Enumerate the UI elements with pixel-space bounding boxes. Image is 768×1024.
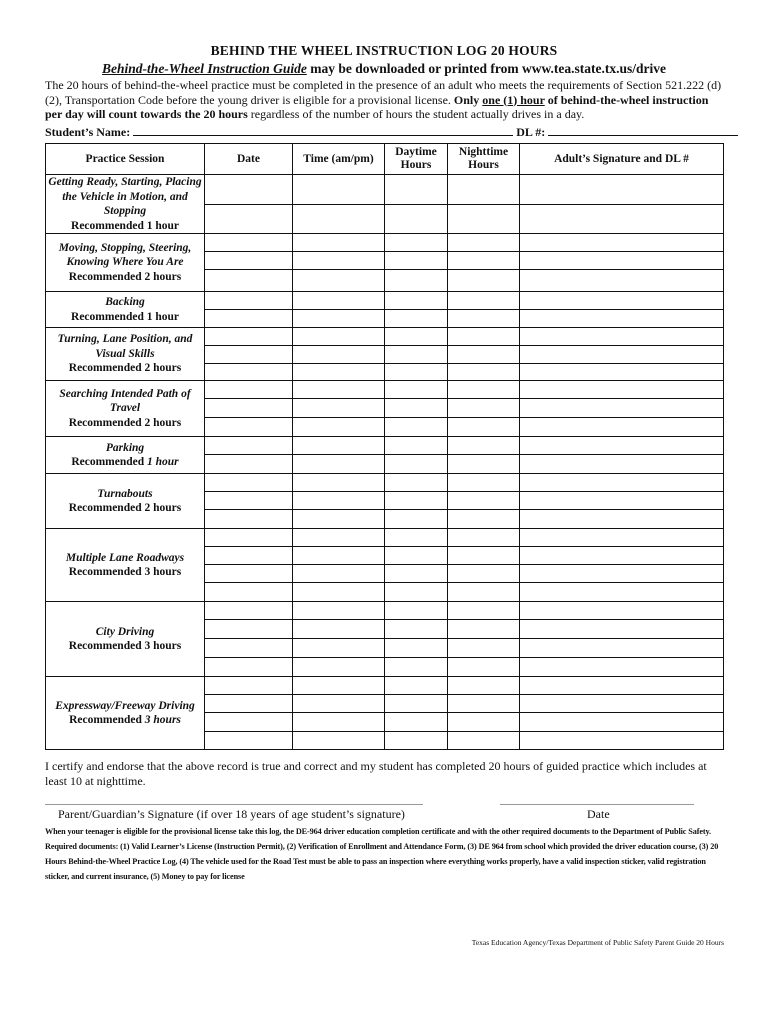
practice-session-cell [46, 175, 205, 234]
date-label: Date [587, 807, 610, 821]
recommendation-hours: 1 hour [147, 456, 179, 468]
practice-session-cell [46, 602, 205, 677]
adult-signature-entry-cell[interactable] [520, 346, 724, 364]
time-entry-cell[interactable] [293, 234, 385, 252]
intro-bold-underline: one (1) hour [482, 92, 545, 107]
page-footer: Texas Education Agency/Texas Department of Public Safety Parent Guide 20 Hours [471, 938, 724, 947]
student-name-label: Student’s Name: [45, 125, 131, 139]
daytime-hours-entry-cell[interactable] [385, 492, 448, 510]
daytime-hours-entry-cell[interactable] [385, 565, 448, 583]
date-entry-cell[interactable] [205, 677, 293, 695]
nighttime-hours-entry-cell[interactable] [448, 418, 520, 437]
daytime-hours-entry-cell[interactable] [385, 713, 448, 732]
nighttime-hours-entry-cell[interactable] [448, 639, 520, 658]
date-entry-cell[interactable] [205, 639, 293, 658]
instruction-log-table [45, 143, 724, 750]
daytime-hours-entry-cell[interactable] [385, 474, 448, 492]
subtitle-rest: may be downloaded or printed from www.tea.state.tx.us/drive [306, 61, 666, 76]
adult-signature-entry-cell[interactable] [520, 547, 724, 565]
time-entry-cell[interactable] [293, 492, 385, 510]
adult-signature-entry-cell[interactable] [520, 492, 724, 510]
date-signature-line[interactable] [500, 804, 694, 805]
date-entry-cell[interactable] [205, 364, 293, 381]
intro-paragraph [45, 78, 725, 122]
daytime-hours-entry-cell[interactable] [385, 364, 448, 381]
nighttime-hours-entry-cell[interactable] [448, 437, 520, 455]
time-entry-cell[interactable] [293, 270, 385, 292]
daytime-hours-entry-cell[interactable] [385, 292, 448, 310]
adult-signature-entry-cell[interactable] [520, 310, 724, 328]
adult-signature-entry-cell[interactable] [520, 658, 724, 677]
nighttime-hours-entry-cell[interactable] [448, 270, 520, 292]
dl-label: DL #: [516, 125, 546, 139]
adult-signature-entry-cell[interactable] [520, 399, 724, 418]
daytime-hours-entry-cell[interactable] [385, 252, 448, 270]
recommendation-prefix: Recommended [71, 456, 148, 468]
adult-signature-entry-cell[interactable] [520, 381, 724, 399]
student-name-row [45, 124, 725, 140]
time-entry-cell[interactable] [293, 204, 385, 234]
nighttime-hours-entry-cell[interactable] [448, 602, 520, 620]
practice-session-cell [46, 437, 205, 474]
header-date: Date [205, 144, 293, 175]
nighttime-hours-entry-cell[interactable] [448, 310, 520, 328]
intro-text-1: The 20 hours of behind-the-wheel practice must be completed in the presence of an adult who meets the requirements of Section 521.222 (d)(2), Transportation Code before the young driver is eligible for a provisional license. [45, 78, 722, 107]
nighttime-hours-entry-cell[interactable] [448, 677, 520, 695]
student-name-field[interactable] [133, 124, 513, 136]
daytime-hours-entry-cell[interactable] [385, 677, 448, 695]
adult-signature-entry-cell[interactable] [520, 292, 724, 310]
recommendation-prefix: Recommended [69, 714, 145, 726]
daytime-hours-entry-cell[interactable] [385, 455, 448, 474]
daytime-hours-entry-cell[interactable] [385, 270, 448, 292]
intro-bold-2: of behind-the-wheel instruction per day will count towards the 20 hours [45, 92, 709, 121]
date-entry-cell[interactable] [205, 695, 293, 713]
adult-signature-entry-cell[interactable] [520, 510, 724, 529]
daytime-hours-entry-cell[interactable] [385, 437, 448, 455]
header-time: Time (am/pm) [293, 144, 385, 175]
date-entry-cell[interactable] [205, 732, 293, 750]
date-entry-cell[interactable] [205, 602, 293, 620]
daytime-hours-entry-cell[interactable] [385, 583, 448, 602]
time-entry-cell[interactable] [293, 639, 385, 658]
daytime-hours-entry-cell[interactable] [385, 620, 448, 639]
time-entry-cell[interactable] [293, 455, 385, 474]
session-recommendation: Recommended 2 hours [68, 270, 182, 283]
adult-signature-entry-cell[interactable] [520, 455, 724, 474]
session-recommendation: Recommended 2 hours [68, 362, 182, 375]
adult-signature-entry-cell[interactable] [520, 234, 724, 252]
date-entry-cell[interactable] [205, 381, 293, 399]
nighttime-hours-entry-cell[interactable] [448, 399, 520, 418]
nighttime-hours-entry-cell[interactable] [448, 529, 520, 547]
time-entry-cell[interactable] [293, 547, 385, 565]
time-entry-cell[interactable] [293, 328, 385, 346]
date-entry-cell[interactable] [205, 547, 293, 565]
table-row [46, 474, 724, 492]
table-row [46, 677, 724, 695]
adult-signature-entry-cell[interactable] [520, 583, 724, 602]
nighttime-hours-entry-cell[interactable] [448, 292, 520, 310]
header-practice-session: Practice Session [46, 144, 205, 175]
practice-session-cell [46, 381, 205, 437]
table-row [46, 529, 724, 547]
time-entry-cell[interactable] [293, 510, 385, 529]
time-entry-cell[interactable] [293, 418, 385, 437]
practice-session-cell [46, 474, 205, 529]
log-table-body [46, 175, 724, 750]
daytime-hours-entry-cell[interactable] [385, 175, 448, 205]
adult-signature-entry-cell[interactable] [520, 732, 724, 750]
date-entry-cell[interactable] [205, 175, 293, 205]
table-row [46, 292, 724, 310]
certification-statement: I certify and endorse that the above record is true and correct and my student has completed 20 hours of guided practice which includes at least 10 at nighttime. [45, 759, 707, 788]
nighttime-hours-entry-cell[interactable] [448, 492, 520, 510]
practice-session-cell [46, 234, 205, 292]
session-name: Getting Ready, Starting, Placing the Vehicle in Motion, and Stopping [48, 176, 202, 217]
date-entry-cell[interactable] [205, 583, 293, 602]
time-entry-cell[interactable] [293, 346, 385, 364]
daytime-hours-entry-cell[interactable] [385, 529, 448, 547]
header-adult-signature: Adult’s Signature and DL # [520, 144, 724, 175]
nighttime-hours-entry-cell[interactable] [448, 474, 520, 492]
adult-signature-entry-cell[interactable] [520, 695, 724, 713]
date-entry-cell[interactable] [205, 399, 293, 418]
table-row [46, 602, 724, 620]
time-entry-cell[interactable] [293, 583, 385, 602]
guide-link-text: Behind-the-Wheel Instruction Guide [102, 61, 307, 76]
date-entry-cell[interactable] [205, 328, 293, 346]
adult-signature-entry-cell[interactable] [520, 252, 724, 270]
adult-signature-entry-cell[interactable] [520, 620, 724, 639]
table-row [46, 234, 724, 252]
time-entry-cell[interactable] [293, 620, 385, 639]
nighttime-hours-entry-cell[interactable] [448, 234, 520, 252]
time-entry-cell[interactable] [293, 602, 385, 620]
session-recommendation: Recommended 2 hours [68, 416, 182, 429]
time-entry-cell[interactable] [293, 565, 385, 583]
parent-signature-label: Parent/Guardian’s Signature (if over 18 years of age student’s signature) [58, 807, 405, 821]
adult-signature-entry-cell[interactable] [520, 437, 724, 455]
session-name: Turnabouts [97, 487, 153, 500]
nighttime-hours-entry-cell[interactable] [448, 658, 520, 677]
session-recommendation: Recommended 3 hours [68, 640, 182, 652]
session-name: Multiple Lane Roadways [65, 551, 185, 564]
practice-session-cell [46, 328, 205, 381]
date-entry-cell[interactable] [205, 418, 293, 437]
nighttime-hours-entry-cell[interactable] [448, 175, 520, 205]
date-entry-cell[interactable] [205, 455, 293, 474]
adult-signature-entry-cell[interactable] [520, 270, 724, 292]
time-entry-cell[interactable] [293, 175, 385, 205]
nighttime-hours-entry-cell[interactable] [448, 695, 520, 713]
daytime-hours-entry-cell[interactable] [385, 639, 448, 658]
session-name: Searching Intended Path of Travel [59, 387, 191, 415]
daytime-hours-entry-cell[interactable] [385, 658, 448, 677]
nighttime-hours-entry-cell[interactable] [448, 547, 520, 565]
adult-signature-entry-cell[interactable] [520, 529, 724, 547]
adult-signature-entry-cell[interactable] [520, 204, 724, 234]
time-entry-cell[interactable] [293, 677, 385, 695]
adult-signature-entry-cell[interactable] [520, 565, 724, 583]
nighttime-hours-entry-cell[interactable] [448, 381, 520, 399]
daytime-hours-entry-cell[interactable] [385, 234, 448, 252]
date-entry-cell[interactable] [205, 292, 293, 310]
daytime-hours-entry-cell[interactable] [385, 399, 448, 418]
session-recommendation: Recommended 1 hour [71, 219, 179, 232]
nighttime-hours-entry-cell[interactable] [448, 565, 520, 583]
adult-signature-entry-cell[interactable] [520, 328, 724, 346]
intro-bold-1: Only [453, 92, 483, 107]
header-nighttime-hours: Nighttime Hours [448, 144, 520, 175]
table-row [46, 437, 724, 455]
recommendation-hours: 3 hours [144, 714, 181, 726]
page-title: BEHIND THE WHEEL INSTRUCTION LOG 20 HOURS [210, 43, 558, 58]
session-name: Backing [105, 296, 145, 308]
nighttime-hours-entry-cell[interactable] [448, 455, 520, 474]
adult-signature-entry-cell[interactable] [520, 639, 724, 658]
adult-signature-entry-cell[interactable] [520, 713, 724, 732]
header-daytime-hours: Daytime Hours [385, 144, 448, 175]
table-row [46, 175, 724, 205]
time-entry-cell[interactable] [293, 292, 385, 310]
daytime-hours-entry-cell[interactable] [385, 547, 448, 565]
date-entry-cell[interactable] [205, 204, 293, 234]
daytime-hours-entry-cell[interactable] [385, 602, 448, 620]
time-entry-cell[interactable] [293, 252, 385, 270]
nighttime-hours-entry-cell[interactable] [448, 620, 520, 639]
session-recommendation [46, 455, 204, 470]
table-row [46, 328, 724, 346]
time-entry-cell[interactable] [293, 658, 385, 677]
practice-session-cell [46, 529, 205, 602]
time-entry-cell[interactable] [293, 529, 385, 547]
session-name: Turning, Lane Position, and Visual Skills [57, 333, 193, 360]
practice-session-cell [46, 677, 205, 750]
date-entry-cell[interactable] [205, 234, 293, 252]
session-recommendation: Recommended 1 hour [71, 310, 179, 323]
date-entry-cell[interactable] [205, 346, 293, 364]
session-recommendation [46, 713, 204, 728]
required-documents-notice: When your teenager is eligible for the provisional license take this log, the DE-964 driver education completion certificate and with the other required documents to the Department of Public Safety. Required documents: (1) Valid Learner’s License (Instruction Permit), (2) Verification of Enrollment and Attendance Form, (3) DE 964 from school which provided the driver education course, (3) 20 Hours Behind-the-Wheel Practice Log, (4) The vehicle used for the Road Test must be able to pass an inspection where everything works properly, have a valid inspection sticker, valid registration sticker, and current insurance, (5) Money to pay for license [45, 827, 719, 881]
adult-signature-entry-cell[interactable] [520, 175, 724, 205]
nighttime-hours-entry-cell[interactable] [448, 346, 520, 364]
table-row [46, 381, 724, 399]
daytime-hours-entry-cell[interactable] [385, 381, 448, 399]
nighttime-hours-entry-cell[interactable] [448, 583, 520, 602]
date-entry-cell[interactable] [205, 713, 293, 732]
daytime-hours-entry-cell[interactable] [385, 328, 448, 346]
date-entry-cell[interactable] [205, 252, 293, 270]
daytime-hours-entry-cell[interactable] [385, 310, 448, 328]
time-entry-cell[interactable] [293, 695, 385, 713]
session-recommendation: Recommended 2 hours [68, 502, 182, 514]
session-name: Moving, Stopping, Steering, Knowing Where You Are [58, 241, 192, 269]
date-entry-cell[interactable] [205, 529, 293, 547]
date-entry-cell[interactable] [205, 565, 293, 583]
adult-signature-entry-cell[interactable] [520, 602, 724, 620]
session-name: Parking [105, 441, 145, 454]
session-recommendation: Recommended 3 hours [68, 566, 182, 578]
daytime-hours-entry-cell[interactable] [385, 732, 448, 750]
nighttime-hours-entry-cell[interactable] [448, 732, 520, 750]
time-entry-cell[interactable] [293, 364, 385, 381]
table-header-row [46, 144, 724, 175]
time-entry-cell[interactable] [293, 399, 385, 418]
daytime-hours-entry-cell[interactable] [385, 346, 448, 364]
daytime-hours-entry-cell[interactable] [385, 204, 448, 234]
nighttime-hours-entry-cell[interactable] [448, 510, 520, 529]
time-entry-cell[interactable] [293, 732, 385, 750]
time-entry-cell[interactable] [293, 474, 385, 492]
time-entry-cell[interactable] [293, 713, 385, 732]
adult-signature-entry-cell[interactable] [520, 418, 724, 437]
parent-signature-line[interactable] [45, 804, 423, 805]
date-entry-cell[interactable] [205, 620, 293, 639]
session-name: City Driving [95, 625, 155, 638]
adult-signature-entry-cell[interactable] [520, 474, 724, 492]
dl-number-field[interactable] [548, 124, 738, 136]
time-entry-cell[interactable] [293, 437, 385, 455]
nighttime-hours-entry-cell[interactable] [448, 328, 520, 346]
practice-session-cell [46, 292, 205, 328]
date-entry-cell[interactable] [205, 658, 293, 677]
adult-signature-entry-cell[interactable] [520, 677, 724, 695]
nighttime-hours-entry-cell[interactable] [448, 204, 520, 234]
date-entry-cell[interactable] [205, 474, 293, 492]
intro-text-2: regardless of the number of hours the student actually drives in a day. [247, 107, 585, 121]
date-entry-cell[interactable] [205, 437, 293, 455]
nighttime-hours-entry-cell[interactable] [448, 252, 520, 270]
date-entry-cell[interactable] [205, 310, 293, 328]
nighttime-hours-entry-cell[interactable] [448, 364, 520, 381]
nighttime-hours-entry-cell[interactable] [448, 713, 520, 732]
daytime-hours-entry-cell[interactable] [385, 695, 448, 713]
daytime-hours-entry-cell[interactable] [385, 418, 448, 437]
page-subtitle [0, 61, 768, 77]
time-entry-cell[interactable] [293, 381, 385, 399]
date-entry-cell[interactable] [205, 270, 293, 292]
adult-signature-entry-cell[interactable] [520, 364, 724, 381]
date-entry-cell[interactable] [205, 510, 293, 529]
session-name: Expressway/Freeway Driving [55, 699, 195, 712]
time-entry-cell[interactable] [293, 310, 385, 328]
date-entry-cell[interactable] [205, 492, 293, 510]
daytime-hours-entry-cell[interactable] [385, 510, 448, 529]
